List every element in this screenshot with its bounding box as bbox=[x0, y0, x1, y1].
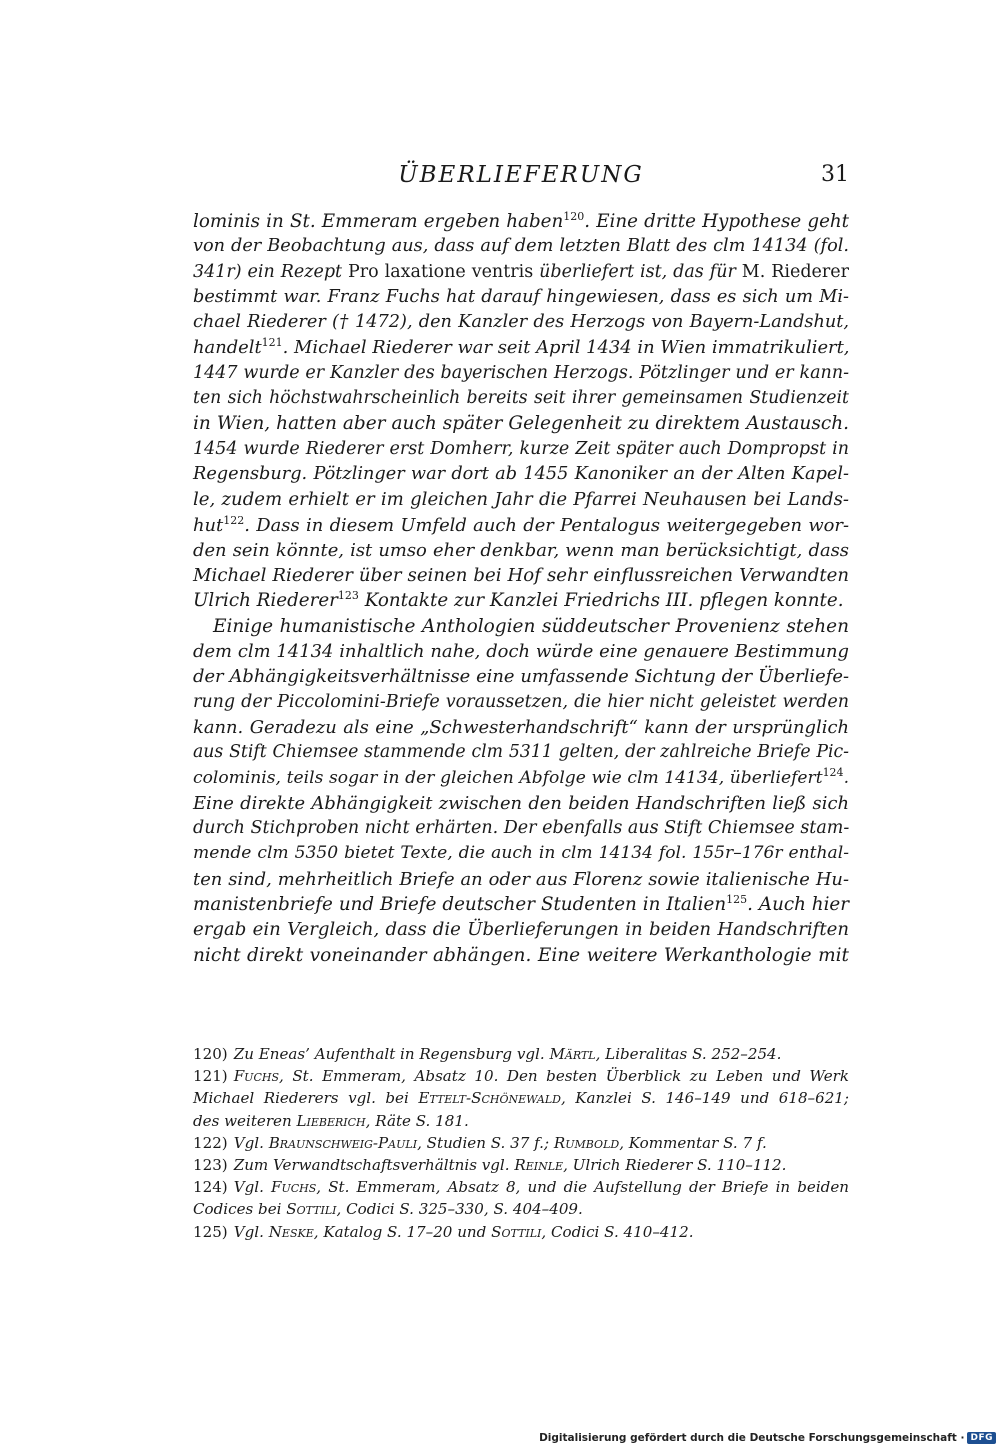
text-run: Codices bei bbox=[193, 1200, 287, 1219]
text-line: nicht direkt voneinander abhängen. Eine weitere Werkanthologie mit bbox=[193, 944, 849, 966]
upright-text: Pro laxatione ventris bbox=[348, 261, 534, 282]
running-header bbox=[193, 162, 849, 192]
author-name: Neske bbox=[268, 1222, 314, 1241]
text-line bbox=[193, 335, 849, 360]
footnote-line bbox=[193, 1154, 849, 1176]
text-run: colominis, teils sogar in der gleichen Abfolge wie clm 14134, überliefert bbox=[193, 767, 823, 788]
text-run: , Katalog S. 17–20 und bbox=[313, 1222, 492, 1241]
text-run: lominis in St. Emmeram ergeben haben bbox=[193, 211, 564, 232]
footnote-line bbox=[193, 1087, 849, 1109]
text-line: bestimmt war. Franz Fuchs hat darauf hingewiesen, dass es sich um Mi- bbox=[193, 286, 849, 307]
text-run: , Kommentar S. 7 f. bbox=[619, 1133, 767, 1152]
footnote-122 bbox=[193, 1132, 849, 1154]
footnote-ref[interactable]: 122 bbox=[223, 513, 245, 527]
text-run: . Michael Riederer war seit April 1434 in Wien immatrikuliert, bbox=[282, 337, 850, 359]
footnote-line bbox=[193, 1065, 849, 1087]
footnote-number: 120) bbox=[193, 1045, 228, 1063]
text-line: Michael Riederer über seinen bei Hof sehr einflussreichen Verwandten bbox=[193, 565, 849, 587]
text-line: dem clm 14134 inhaltlich nahe, doch würde eine genauere Bestimmung bbox=[193, 641, 849, 663]
text-line: den sein könnte, ist umso eher denkbar, wenn man berücksichtigt, dass bbox=[193, 539, 849, 561]
text-run: überliefert ist, das für bbox=[533, 261, 742, 282]
footnote-ref[interactable]: 121 bbox=[261, 336, 283, 350]
text-line: von der Beobachtung aus, dass auf dem letzten Blatt des clm 14134 (fol. bbox=[193, 236, 849, 257]
author-name: Sottili bbox=[286, 1200, 337, 1219]
dfg-logo-icon: DFG bbox=[967, 1432, 996, 1444]
text-run: , St. Emmeram, Absatz 10. Den besten Überblick zu Leben und Werk bbox=[279, 1067, 849, 1086]
footnote-ref[interactable]: 123 bbox=[337, 589, 359, 603]
author-name: Fuchs bbox=[271, 1178, 317, 1197]
text-line bbox=[193, 260, 849, 285]
text-line: Eine direkte Abhängigkeit zwischen den beiden Handschriften ließ sich bbox=[193, 792, 849, 814]
footnote-line bbox=[193, 1043, 849, 1065]
text-run: Zu Eneas’ Aufenthalt in Regensburg vgl. bbox=[233, 1045, 550, 1063]
text-line: aus Stift Chiemsee stammende clm 5311 gelten, der zahlreiche Briefe Pic- bbox=[193, 742, 849, 763]
text-run: , Räte S. 181. bbox=[365, 1111, 469, 1130]
text-run: . bbox=[843, 767, 849, 788]
author-name: Lieberich bbox=[296, 1111, 366, 1130]
footnote-124 bbox=[193, 1176, 849, 1220]
text-line bbox=[193, 766, 849, 791]
text-run: , Codici S. 325–330, S. 404–409. bbox=[336, 1200, 583, 1219]
text-run: , Codici S. 410–412. bbox=[541, 1222, 694, 1241]
text-line: le, zudem erhielt er im gleichen Jahr die Pfarrei Neuhausen bei Lands- bbox=[193, 489, 849, 511]
text-run: Zum Verwandtschaftsverhältnis vgl. bbox=[233, 1156, 515, 1175]
text-run: , Studien S. 37 f.; bbox=[417, 1133, 554, 1152]
footnotes bbox=[193, 1043, 849, 1243]
text-line: rung der Piccolomini-Briefe voraussetzen, die hier nicht geleistet werden bbox=[193, 691, 849, 712]
text-run: , Ulrich Riederer S. 110–112. bbox=[563, 1156, 787, 1175]
text-line: kann. Geradezu als eine „Schwesterhandschrift“ kann der ursprünglich bbox=[193, 716, 849, 738]
author-name: Rumbold bbox=[553, 1133, 620, 1152]
footnote-line bbox=[193, 1110, 849, 1132]
running-title: ÜBERLIEFERUNG bbox=[398, 162, 644, 188]
funding-text: Digitalisierung gefördert durch die Deutsche Forschungsgemeinschaft · bbox=[539, 1432, 965, 1444]
text-run: Michael Riederers vgl. bei bbox=[193, 1089, 419, 1108]
text-line: in Wien, hatten aber auch später Gelegenheit zu direktem Austausch. bbox=[193, 413, 849, 435]
author-name: Fuchs bbox=[233, 1067, 279, 1086]
page-number: 31 bbox=[821, 162, 849, 187]
main-text bbox=[193, 209, 849, 968]
text-run: Vgl. bbox=[233, 1222, 269, 1241]
footnote-123 bbox=[193, 1154, 849, 1176]
footnote-number: 125) bbox=[193, 1222, 228, 1241]
text-run: Ulrich Riederer bbox=[193, 590, 338, 612]
footnote-number: 122) bbox=[193, 1133, 228, 1152]
text-line: der Abhängigkeitsverhältnisse eine umfassende Sichtung der Überliefe- bbox=[193, 666, 849, 688]
footnote-line bbox=[193, 1221, 849, 1243]
footnote-line bbox=[193, 1176, 849, 1198]
footnote-ref[interactable]: 120 bbox=[563, 210, 585, 223]
footnote-number: 124) bbox=[193, 1178, 228, 1197]
text-line: chael Riederer († 1472), den Kanzler des Herzogs von Bayern-Landshut, bbox=[193, 312, 849, 333]
footnote-ref[interactable]: 125 bbox=[726, 893, 748, 907]
text-run: , Kanzlei S. 146–149 und 618–621; bbox=[560, 1089, 849, 1108]
author-name: Ettelt-Schönewald bbox=[418, 1089, 561, 1108]
text-run: . Auch hier bbox=[747, 894, 849, 916]
text-line: 1454 wurde Riederer erst Domherr, kurze Zeit später auch Dompropst in bbox=[193, 438, 849, 459]
text-line: ergab ein Vergleich, dass die Überlieferungen in beiden Handschriften bbox=[193, 919, 849, 941]
footnote-ref[interactable]: 124 bbox=[822, 765, 844, 779]
footnote-121 bbox=[193, 1065, 849, 1132]
text-line: mende clm 5350 bietet Texte, die auch in clm 14134 fol. 155r–176r enthal- bbox=[193, 843, 849, 864]
footnote-120 bbox=[193, 1043, 849, 1065]
text-run: manistenbriefe und Briefe deutscher Studenten in Italien bbox=[193, 894, 727, 916]
footnote-number: 121) bbox=[193, 1067, 228, 1086]
text-run: 341r) ein Rezept bbox=[193, 261, 348, 282]
text-line: 1447 wurde er Kanzler des bayerischen Herzogs. Pötzlinger und er kann- bbox=[193, 362, 849, 383]
text-run: . Dass in diesem Umfeld auch der Pentalogus weitergegeben wor- bbox=[244, 514, 849, 536]
text-line bbox=[193, 513, 849, 538]
author-name: Märtl bbox=[549, 1045, 596, 1063]
text-line: ten sich höchstwahrscheinlich bereits seit ihrer gemeinsamen Studienzeit bbox=[193, 388, 849, 409]
text-line bbox=[193, 588, 849, 613]
text-run: handelt bbox=[193, 337, 262, 359]
text-run: hut bbox=[193, 514, 224, 536]
text-run: , St. Emmeram, Absatz 8, und die Aufstellung der Briefe in beiden bbox=[316, 1178, 849, 1197]
upright-text: M. Riederer bbox=[741, 261, 849, 282]
text-run: Kontakte zur Kanzlei Friedrichs III. pflegen konnte. bbox=[358, 590, 844, 612]
text-run: Vgl. bbox=[233, 1133, 269, 1152]
text-run: des weiteren bbox=[193, 1111, 297, 1130]
funding-banner bbox=[539, 1430, 996, 1446]
text-run: , Liberalitas S. 252–254. bbox=[595, 1045, 782, 1063]
footnote-number: 123) bbox=[193, 1156, 228, 1175]
author-name: Braunschweig-Pauli bbox=[268, 1133, 418, 1152]
footnote-line bbox=[193, 1132, 849, 1154]
text-run: . Eine dritte Hypothese geht bbox=[584, 211, 850, 232]
text-line: Einige humanistische Anthologien süddeutscher Provenienz stehen bbox=[213, 615, 849, 637]
author-name: Reinle bbox=[514, 1156, 564, 1175]
text-line: Regensburg. Pötzlinger war dort ab 1455 Kanoniker an der Alten Kapel- bbox=[193, 463, 849, 484]
footnote-125 bbox=[193, 1221, 849, 1243]
author-name: Sottili bbox=[491, 1222, 542, 1241]
text-line: ten sind, mehrheitlich Briefe an oder aus Florenz sowie italienische Hu- bbox=[193, 868, 849, 890]
text-line bbox=[193, 892, 849, 917]
text-line: durch Stichproben nicht erhärten. Der ebenfalls aus Stift Chiemsee stam- bbox=[193, 818, 850, 839]
text-run: Vgl. bbox=[233, 1178, 271, 1197]
text-line bbox=[193, 209, 849, 234]
footnote-line bbox=[193, 1198, 849, 1220]
